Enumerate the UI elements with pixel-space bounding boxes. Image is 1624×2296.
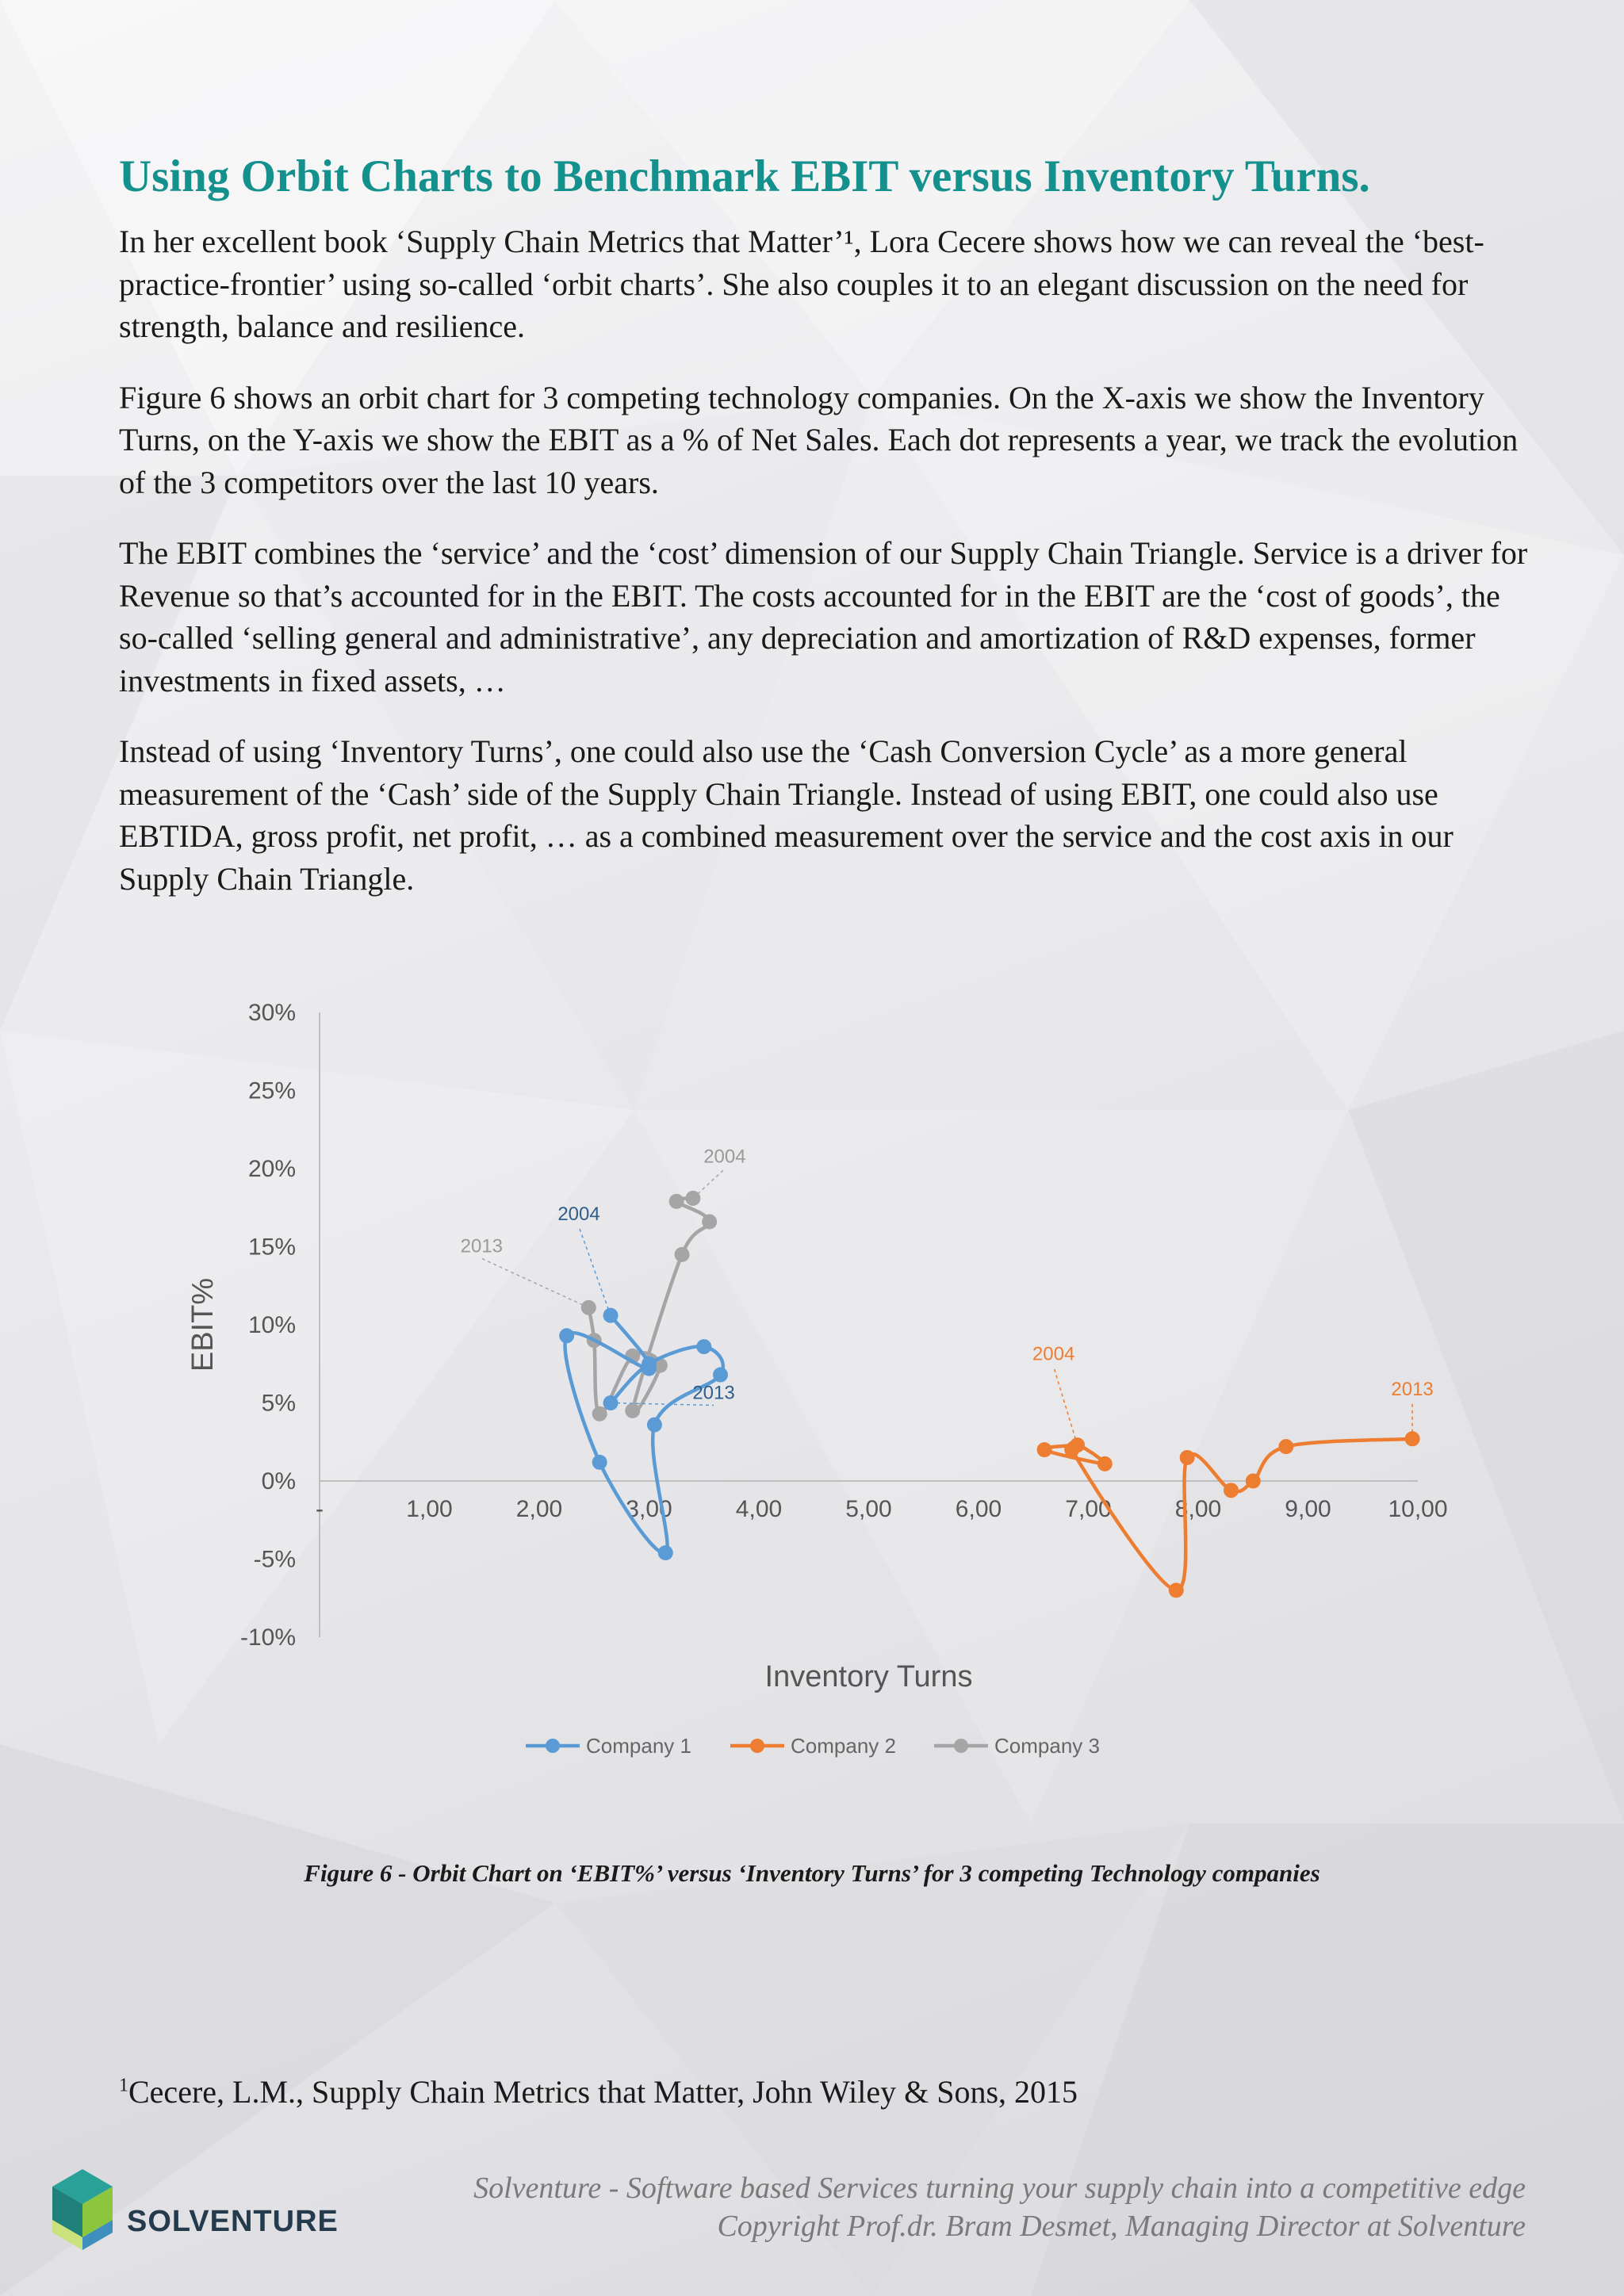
logo-text: SOLVENTURE: [127, 2205, 339, 2238]
company-2-point: [1037, 1442, 1052, 1457]
company-3-year-label-start: 2004: [703, 1146, 746, 1168]
x-tick-label: 1,00: [406, 1496, 453, 1522]
company-2-year-label-end: 2013: [1391, 1378, 1434, 1400]
chart-legend: [526, 1734, 1100, 1758]
x-tick-label: 9,00: [1285, 1496, 1331, 1522]
company-3-leader-line: [481, 1258, 588, 1307]
company-1-point: [592, 1455, 607, 1470]
company-2-point: [1169, 1582, 1184, 1598]
x-tick-label: 10,00: [1388, 1496, 1448, 1522]
paragraph-1: In her excellent book ‘Supply Chain Metrics that Matter’¹, Lora Cecere shows how we can reveal the ‘best-practice-frontier’ using so-called ‘orbit charts’. She also couples it to an elegant discussion on the need for strength, balance and resilience.: [119, 224, 1484, 344]
y-tick-label: 30%: [247, 1000, 296, 1026]
footnote-marker: 1: [119, 2075, 128, 2096]
company-1-point: [642, 1357, 657, 1372]
company-2-point: [1405, 1431, 1420, 1446]
company-2-legend-swatch-marker: [750, 1739, 764, 1753]
company-1-point: [713, 1368, 728, 1383]
company-1-year-label-start: 2004: [557, 1203, 600, 1226]
company-3-point: [702, 1214, 717, 1229]
company-1-point: [696, 1339, 711, 1354]
page-title: Using Orbit Charts to Benchmark EBIT versus Inventory Turns.: [119, 151, 1370, 201]
x-tick-label: 4,00: [735, 1496, 783, 1522]
x-tick-label: 8,00: [1174, 1496, 1222, 1522]
body-text: [119, 220, 1530, 928]
y-axis-title: EBIT%: [186, 1277, 220, 1372]
company-3-point: [675, 1247, 690, 1262]
company-1-point: [658, 1545, 673, 1560]
x-tick-label: 3,00: [626, 1496, 672, 1522]
paragraph-2: Figure 6 shows an orbit chart for 3 competing technology companies. On the X-axis we show the Inventory Turns, on the Y-axis we show the EBIT as a % of Net Sales. Each dot represents a year, we track the evolution of the 3 competitors over the last 10 years.: [119, 379, 1519, 500]
x-axis-title: Inventory Turns: [764, 1660, 973, 1693]
footnote-text: Cecere, L.M., Supply Chain Metrics that Matter, John Wiley & Sons, 2015: [128, 2074, 1078, 2110]
company-3-legend-swatch-marker: [954, 1739, 968, 1753]
x-tick-label: 2,00: [515, 1496, 563, 1522]
figure-caption: Figure 6 - Orbit Chart on ‘EBIT%’ versus ‘Inventory Turns’ for 3 competing Technology companies: [304, 1859, 1320, 1887]
company-2-point: [1224, 1483, 1239, 1498]
company-2-leader-line: [1054, 1367, 1078, 1445]
company-3-point: [669, 1194, 684, 1209]
y-tick-label: 10%: [247, 1312, 296, 1338]
y-tick-label: 0%: [261, 1468, 296, 1494]
company-3-legend-label: Company 3: [994, 1734, 1100, 1758]
company-2-legend-label: Company 2: [791, 1734, 896, 1758]
company-2-year-label-start: 2004: [1032, 1343, 1075, 1365]
company-1-year-label-end: 2013: [692, 1382, 735, 1404]
x-tick-label: 7,00: [1065, 1496, 1112, 1522]
footer-copyright: Copyright Prof.dr. Bram Desmet, Managing Director at Solventure: [717, 2210, 1526, 2243]
company-2-point: [1097, 1456, 1113, 1471]
company-2-point: [1278, 1439, 1293, 1454]
company-3-year-label-end: 2013: [460, 1235, 504, 1257]
company-2-point: [1180, 1450, 1195, 1465]
company-3-point: [625, 1403, 640, 1418]
y-tick-label: 5%: [261, 1390, 296, 1417]
y-tick-label: 20%: [247, 1156, 296, 1182]
company-3-point: [592, 1406, 607, 1422]
paragraph-3: The EBIT combines the ‘service’ and the ‘cost’ dimension of our Supply Chain Triangle. Service is a driver for Revenue so that’s accounted for in the EBIT. The costs accounted for in the EBIT are the ‘cost of goods’, the so-called ‘selling general and administrative’, any depreciation and amortization of R&D expenses, former investments in fixed assets, …: [119, 535, 1528, 698]
x-tick-label: 5,00: [845, 1496, 892, 1522]
y-tick-label: -5%: [253, 1546, 296, 1573]
y-tick-label: -10%: [239, 1624, 296, 1651]
paragraph-4: Instead of using ‘Inventory Turns’, one could also use the ‘Cash Conversion Cycle’ as a more general measurement of the ‘Cash’ side of the Supply Chain Triangle. Instead of using EBIT, one could also use EBTIDA, gross profit, net profit, … as a combined measurement over the service and the cost axis in our Supply Chain Triangle.: [119, 733, 1454, 897]
company-1-point: [647, 1418, 662, 1433]
company-1-legend-label: Company 1: [586, 1734, 691, 1758]
company-1-point: [559, 1328, 574, 1343]
y-tick-label: 15%: [247, 1234, 296, 1261]
x-tick-label: 6,00: [955, 1496, 1002, 1522]
chart-axes: [186, 1000, 1448, 1693]
y-tick-label: 25%: [247, 1077, 296, 1104]
company-2-point: [1246, 1474, 1261, 1489]
company-3-line: [588, 1198, 709, 1414]
x-tick-label: -: [316, 1496, 324, 1522]
chart-series: [559, 1191, 1419, 1598]
orbit-chart: [0, 975, 1624, 1816]
company-1-legend-swatch-marker: [546, 1739, 560, 1753]
footer-tagline: Solventure - Software based Services turning your supply chain into a competitive edge: [473, 2172, 1526, 2205]
footnote: [119, 2073, 1078, 2110]
company-3-leader-line: [693, 1169, 725, 1198]
